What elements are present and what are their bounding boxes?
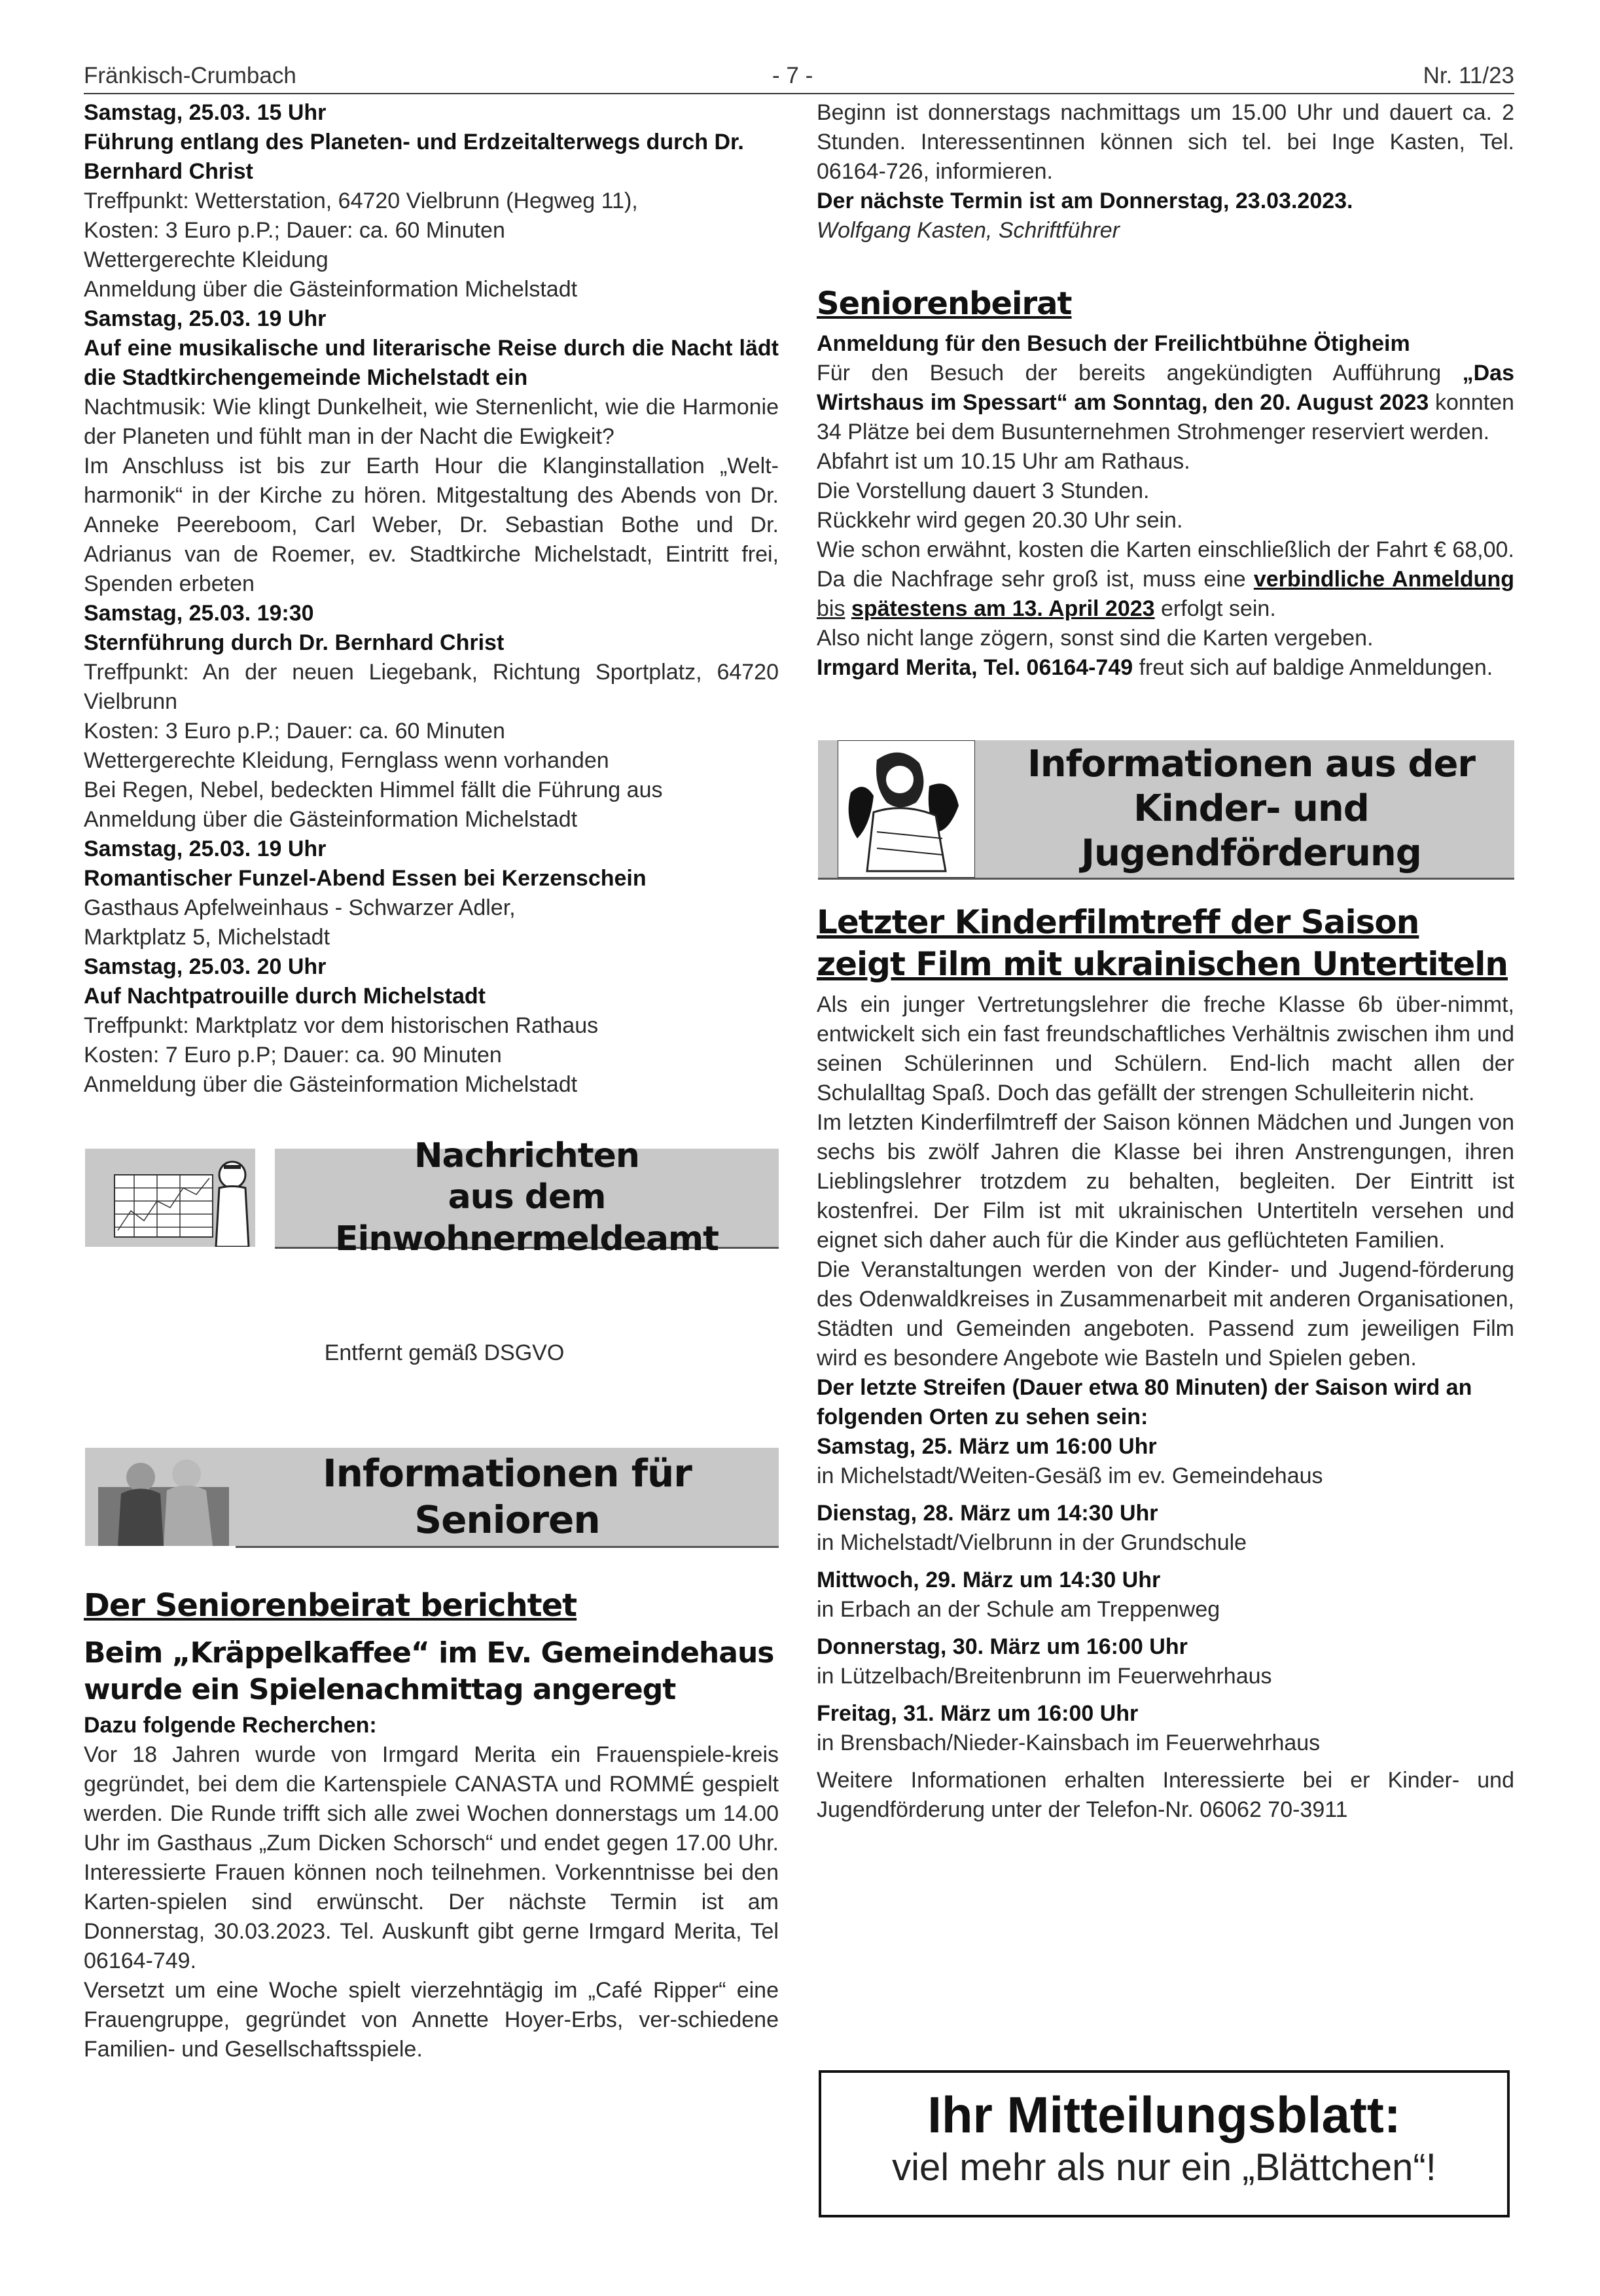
banner-title-line1: Nachrichten — [414, 1136, 639, 1175]
play-title: „Das Wirtshaus im Spessart“ am Sonntag, den 20. August 2023 — [817, 361, 1514, 415]
youth-illustration-icon — [838, 740, 975, 878]
text-run — [845, 596, 851, 621]
text-run: konnten 34 Plätze bei dem Busunternehmen Strohmenger reserviert werden. — [817, 390, 1514, 444]
text-emphasis: spätestens am 13. April 2023 — [851, 596, 1155, 621]
seniorenbeirat-subheading: Anmeldung für den Besuch der Freilichtbühne Ötigheim — [817, 331, 1410, 356]
senioren-article-paragraph: Versetzt um eine Woche spielt vierzehntägig im „Café Ripper“ eine Frauengruppe, gegründet von Annette Hoyer-Erbs, ver-schiedene Familien- und Gesellschaftsspiele. — [84, 1978, 779, 2062]
price-info: Wie schon erwähnt, kosten die Karten einschließlich der Fahrt € 68,00. — [817, 537, 1514, 562]
screening-date: Mittwoch, 29. März um 14:30 Uhr — [817, 1568, 1161, 1592]
return-info: Rückkehr wird gegen 20.30 Uhr sein. — [817, 508, 1183, 533]
screening-location: in Michelstadt/Vielbrunn in der Grundschule — [817, 1530, 1247, 1555]
header-town: Fränkisch-Crumbach — [84, 63, 296, 88]
event-line: Wettergerechte Kleidung — [84, 247, 329, 272]
event-line: Bei Regen, Nebel, bedeckten Himmel fällt die Führung aus — [84, 778, 663, 802]
banner-title — [275, 1136, 779, 1259]
next-date-notice: Der nächste Termin ist am Donnerstag, 23.03.2023. — [817, 188, 1353, 213]
event-list — [84, 98, 779, 1100]
article-signature: Wolfgang Kasten, Schriftführer — [817, 218, 1120, 243]
left-column — [84, 98, 779, 2064]
screening-location: in Erbach an der Schule am Treppenweg — [817, 1597, 1220, 1622]
banner-title-line2: aus dem Einwohnermeldeamt — [335, 1177, 719, 1259]
event-line: Treffpunkt: Marktplatz vor dem historischen Rathaus — [84, 1013, 599, 1038]
banner-title-line2: Kinder- und Jugendförderung — [1081, 787, 1421, 875]
senioren-article-heading: Der Seniorenbeirat berichtet — [84, 1587, 577, 1624]
banner-title: Informationen für Senioren — [323, 1451, 692, 1542]
banner-title-line1: Informationen aus der — [1027, 742, 1476, 785]
screening-location: in Brensbach/Nieder-Kainsbach im Feuerwehrhaus — [817, 1731, 1321, 1755]
event-line: Treffpunkt: An der neuen Liegebank, Richtung Sportplatz, 64720 Vielbrunn — [84, 660, 779, 714]
screening-date: Samstag, 25. März um 16:00 Uhr — [817, 1434, 1157, 1459]
text-run: freut sich auf baldige Anmeldungen. — [1133, 655, 1493, 680]
seniors-photo-icon — [85, 1448, 236, 1546]
event-line: Gasthaus Apfelweinhaus - Schwarzer Adler, — [84, 895, 516, 920]
duration-info: Die Vorstellung dauert 3 Stunden. — [817, 478, 1150, 503]
event-line: Kosten: 7 Euro p.P; Dauer: ca. 90 Minuten — [84, 1043, 502, 1067]
event-title: Führung entlang des Planeten- und Erdzeitalterwegs durch Dr. Bernhard Christ — [84, 130, 744, 184]
screening-date: Freitag, 31. März um 16:00 Uhr — [817, 1701, 1139, 1726]
event-date: Samstag, 25.03. 15 Uhr — [84, 100, 327, 125]
event-title: Auf eine musikalische und literarische Reise durch die Nacht lädt die Stadtkirchengemeinde Michelstadt ein — [84, 336, 779, 390]
event-line: Wettergerechte Kleidung, Fernglass wenn vorhanden — [84, 748, 609, 773]
event-line: Marktplatz 5, Michelstadt — [84, 925, 330, 950]
right-column — [817, 98, 1514, 1825]
issue-number: Nr. 11/23 — [1423, 63, 1514, 88]
ad-title: Ihr Mitteilungsblatt: — [927, 2086, 1401, 2144]
seniorenbeirat-paragraph — [817, 359, 1514, 447]
text-emphasis: verbindliche Anmeldung — [1253, 567, 1514, 592]
hurry-notice: Also nicht lange zögern, sonst sind die Karten vergeben. — [817, 626, 1374, 651]
screening-location: in Michelstadt/Weiten-Gesäß im ev. Gemeindehaus — [817, 1463, 1323, 1488]
event-title: Romantischer Funzel-Abend Essen bei Kerzenschein — [84, 866, 647, 891]
text-run: Da die Nachfrage sehr groß ist, muss eine — [817, 567, 1254, 592]
registration-deadline — [817, 565, 1514, 624]
page-header — [84, 60, 1514, 94]
event-title: Sternführung durch Dr. Bernhard Christ — [84, 630, 505, 655]
event-title: Auf Nachtpatrouille durch Michelstadt — [84, 984, 486, 1009]
senioren-banner — [85, 1448, 779, 1546]
kinderfilm-closing: Weitere Informationen erhalten Interessierte bei er Kinder- und Jugendförderung unter der Telefon-Nr. 06062 70-3911 — [817, 1768, 1514, 1822]
screening-date: Dienstag, 28. März um 14:30 Uhr — [817, 1501, 1158, 1526]
senioren-article-paragraph: Vor 18 Jahren wurde von Irmgard Merita ein Frauenspiele-kreis gegründet, bei dem die Kartenspiele CANASTA und ROMMÉ gespielt werden. Die Runde trifft sich alle zwei Wochen donnerstags um 14.00 Uhr im Gasthaus „Zum Dicken Schorsch“ und endet gegen 17.00 Uhr. Interessierte Frauen können noch teilnehmen. Vorkenntnisse bei den Karten-spielen sind erwünscht. Der nächste Termin ist am Donnerstag, 30.03.2023. Tel. Auskunft gibt gerne Irmgard Merita, Tel 06164-749. — [84, 1742, 779, 1973]
contact-person: Irmgard Merita, Tel. 06164-749 — [817, 655, 1133, 680]
screening-location: in Lützelbach/Breitenbrunn im Feuerwehrhaus — [817, 1664, 1272, 1689]
dsgvo-notice: Entfernt gemäß DSGVO — [324, 1340, 565, 1365]
ad-subtitle: viel mehr als nur ein „Blättchen“! — [892, 2146, 1436, 2189]
event-line: Kosten: 3 Euro p.P.; Dauer: ca. 60 Minuten — [84, 218, 505, 243]
event-date: Samstag, 25.03. 19:30 — [84, 601, 314, 626]
kinderfilm-paragraph: Als ein junger Vertretungslehrer die freche Klasse 6b über-nimmt, entwickelt sich ein fast freundschaftliches Verhältnis zwischen ihm und seinen Schülerinnen und Schülern. End-lich macht allen der Schulalltag Spaß. Doch das gefällt der strengen Schulleiterin nicht. — [817, 992, 1514, 1105]
event-line: Im Anschluss ist bis zur Earth Hour die Klanginstallation „Welt-harmonik“ in der Kirche zu hören. Mitgestaltung des Abends von Dr. Anneke Peereboom, Carl Weber, Dr. Sebastian Bothe und Dr. Adrianus van de Roemer, ev. Stadtkirche Michelstadt, Eintritt frei, Spenden erbeten — [84, 454, 779, 596]
departure-info: Abfahrt ist um 10.15 Uhr am Rathaus. — [817, 449, 1190, 474]
event-date: Samstag, 25.03. 19 Uhr — [84, 306, 327, 331]
event-date: Samstag, 25.03. 19 Uhr — [84, 836, 327, 861]
screening-list — [817, 1432, 1514, 1758]
kinderfilm-paragraph: Die Veranstaltungen werden von der Kinder- und Jugend-förderung des Odenwaldkreises in Zusammenarbeit mit anderen Organisationen, Städten und Gemeinden angeboten. Passend zum jeweiligen Film wird es besondere Angebote wie Basteln und Spielen geben. — [817, 1257, 1514, 1371]
page-number: - 7 - — [772, 63, 813, 88]
clerk-illustration-icon — [85, 1149, 255, 1247]
previous-article-text: Beginn ist donnerstags nachmittags um 15.00 Uhr und dauert ca. 2 Stunden. Interessentinnen können sich tel. bei Inge Kasten, Tel. 06164-726, informieren. — [817, 100, 1514, 184]
text-run: Für den Besuch der bereits angekündigten Aufführung — [817, 361, 1463, 386]
banner-title — [988, 740, 1514, 878]
event-line: Anmeldung über die Gästeinformation Michelstadt — [84, 1072, 578, 1097]
event-line: Anmeldung über die Gästeinformation Michelstadt — [84, 807, 578, 832]
kinder-jugend-banner — [818, 740, 1514, 878]
event-line: Nachtmusik: Wie klingt Dunkelheit, wie Sternenlicht, wie die Harmonie der Planeten und fühlt man in der Nacht die Ewigkeit? — [84, 395, 779, 449]
text-run: erfolgt sein. — [1154, 596, 1276, 621]
mitteilungsblatt-ad — [819, 2070, 1510, 2217]
event-line: Kosten: 3 Euro p.P.; Dauer: ca. 60 Minuten — [84, 719, 505, 744]
text-emphasis: bis — [817, 596, 845, 621]
kinderfilm-lead: Der letzte Streifen (Dauer etwa 80 Minuten) der Saison wird an folgenden Orten zu sehen sein: — [817, 1375, 1472, 1429]
seniorenbeirat-heading: Seniorenbeirat — [817, 285, 1072, 322]
einwohnermeldeamt-banner — [85, 1136, 779, 1259]
event-line: Anmeldung über die Gästeinformation Michelstadt — [84, 277, 578, 302]
screening-date: Donnerstag, 30. März um 16:00 Uhr — [817, 1634, 1188, 1659]
senioren-article-subheading: Beim „Kräppelkaffee“ im Ev. Gemeindehaus wurde ein Spielenachmittag angeregt — [84, 1636, 774, 1706]
kinderfilm-heading: Letzter Kinderfilmtreff der Saison zeigt Film mit ukrainischen Untertiteln — [817, 903, 1508, 983]
kinderfilm-paragraph: Im letzten Kinderfilmtreff der Saison können Mädchen und Jungen von sechs bis zwölf Jahren die Klasse bei ihren Anstrengungen, ihren Lieblingslehrer trotzdem zu behalten, begleiten. Der Eintritt ist kostenfrei. Der Film ist mit ukrainischen Untertiteln versehen und eignet sich daher auch für die Kinder aus geflüchteten Familien. — [817, 1110, 1514, 1253]
senioren-article-lead: Dazu folgende Recherchen: — [84, 1713, 377, 1738]
event-date: Samstag, 25.03. 20 Uhr — [84, 954, 327, 979]
event-line: Treffpunkt: Wetterstation, 64720 Vielbrunn (Hegweg 11), — [84, 188, 638, 213]
contact-line — [817, 653, 1514, 683]
